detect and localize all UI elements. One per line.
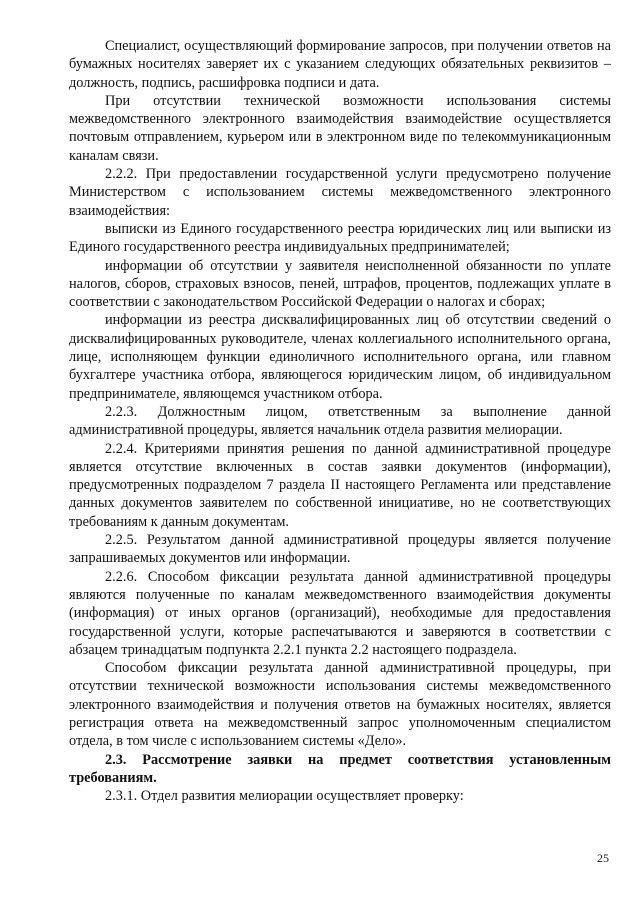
- paragraph-2-2-4: 2.2.4. Критериями принятия решения по данной административной процедуре является отсутствие включенных в состав заявки документов (информации), предусмотренных подразделом 7 раздела II настоящего Регламента или представление данных документов заявителем по собственной инициативе, но не соответствующих требованиям к данным документам.: [69, 440, 611, 530]
- paragraph-egrul-extract: выписки из Единого государственного реестра юридических лиц или выписки из Единого государственного реестра индивидуальных предпринимателей;: [69, 220, 611, 256]
- paragraph-2-2-6: 2.2.6. Способом фиксации результата данной административной процедуры являются полученные по каналам межведомственного взаимодействия документы (информация) от иных органов (организаций), необходимые для предоставления государственной услуги, которые распечатываются и заверяются в соответствии с абзацем тринадцатым подпункта 2.2.1 пункта 2.2 настоящего подраздела.: [69, 568, 611, 658]
- paragraph-response-certification: Специалист, осуществляющий формирование запросов, при получении ответов на бумажных носителях заверяет их с указанием следующих обязательных реквизитов – должность, подпись, расшифровка подписи и дата.: [69, 38, 611, 91]
- paragraph-disqualified-registry: информации из реестра дисквалифицированных лиц об отсутствии сведений о дисквалифицированных руководителе, членах коллегиального исполнительного органа, лице, исполняющем функции единоличного исполнительного органа, или главном бухгалтере участника отбора, являющегося юридическим лицом, об индивидуальном предпринимателе, являющемся участником отбора.: [69, 312, 611, 402]
- page-number: 25: [597, 851, 609, 865]
- paragraph-fixation-method: Способом фиксации результата данной административной процедуры, при отсутствии технической возможности использования системы межведомственного электронного взаимодействия и получения ответов на бумажных носителях, является регистрация ответа на межведомственный запрос уполномоченным специалистом отдела, в том числе с использованием системы «Дело».: [69, 660, 611, 750]
- section-heading-2-3: 2.3. Рассмотрение заявки на предмет соответствия установленным требованиям.: [69, 751, 611, 786]
- paragraph-2-3-1: 2.3.1. Отдел развития мелиорации осуществляет проверку:: [105, 788, 464, 805]
- paragraph-tax-debt-info: информации об отсутствии у заявителя неисполненной обязанности по уплате налогов, сборов, страховых взносов, пеней, штрафов, процентов, подлежащих уплате в соответствии с законодательством Российской Федерации о налогах и сборах;: [69, 257, 611, 311]
- paragraph-2-2-5: 2.2.5. Результатом данной административной процедуры является получение запрашиваемых документов или информации.: [69, 532, 611, 567]
- paragraph-no-technical-possibility: При отсутствии технической возможности использования системы межведомственного электронного взаимодействия взаимодействие осуществляется почтовым отправлением, курьером или в электронном виде по телекоммуникационным каналам связи.: [69, 92, 611, 164]
- paragraph-2-2-3: 2.2.3. Должностным лицом, ответственным за выполнение данной административной процедуры, является начальник отдела развития мелиорации.: [69, 403, 611, 439]
- document-page: [69, 37, 611, 805]
- paragraph-2-2-2: 2.2.2. При предоставлении государственной услуги предусмотрено получение Министерством с использованием системы межведомственного электронного взаимодействия:: [69, 166, 611, 219]
